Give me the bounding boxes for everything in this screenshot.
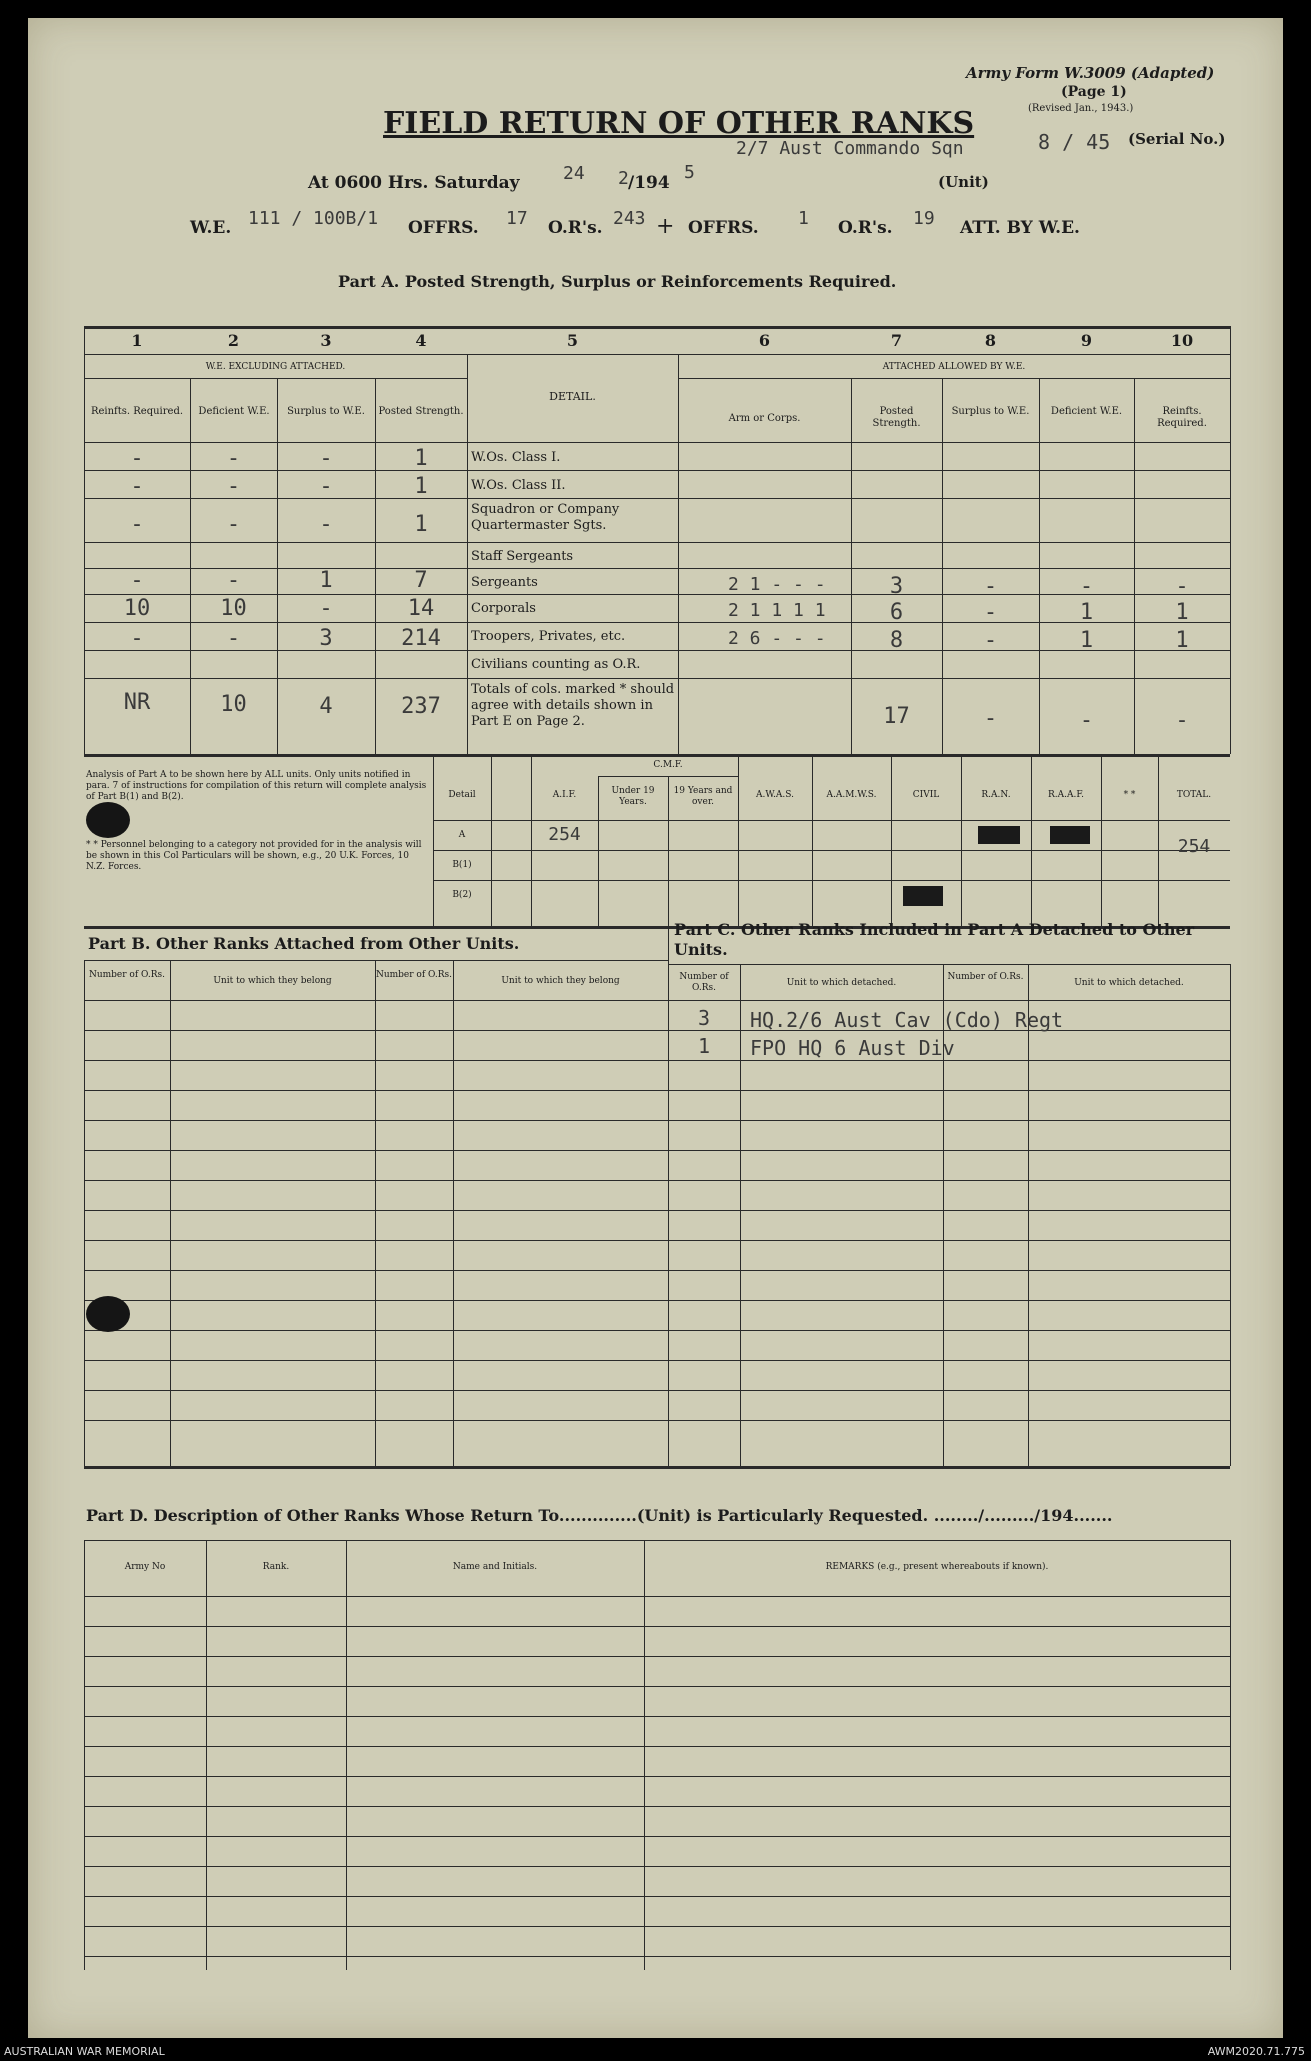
analysis-row-a: A (458, 830, 466, 840)
row-value: 3 (319, 626, 333, 651)
row-value: 1 (1079, 628, 1094, 653)
row-value: 3 (889, 574, 904, 599)
row-value: 2 1 - - - (728, 574, 826, 595)
ors-label: O.R's. (548, 218, 603, 238)
part-b-header-unit: Unit to which they belong (213, 976, 332, 986)
year-prefix: /194 (628, 173, 670, 193)
row-value: 6 (889, 600, 904, 625)
serial-label: (Serial No.) (1128, 130, 1226, 148)
analysis-header-ran: R.A.N. (981, 790, 1011, 800)
date-month: 2 (618, 168, 629, 189)
totals-value: NR (123, 690, 151, 715)
col-number-5: 5 (566, 331, 579, 350)
ors-value: 243 (613, 208, 646, 229)
att-label: ATT. BY W.E. (960, 218, 1080, 238)
row-value: - (983, 600, 998, 625)
analysis-header-total: TOTAL. (1176, 790, 1212, 800)
header-att-deficient: Deficient W.E. (1050, 406, 1123, 417)
row-detail: Corporals (471, 601, 536, 616)
part-d-header-name: Name and Initials. (452, 1562, 538, 1572)
totals-value: 4 (319, 694, 333, 719)
row-value: - (130, 626, 144, 651)
footer-left: AUSTRALIAN WAR MEMORIAL (4, 2045, 165, 2058)
part-c-header-unit-2: Unit to which detached. (1074, 978, 1184, 988)
analysis-header-19over: 19 Years and over. (673, 786, 733, 807)
row-value: - (226, 512, 241, 537)
ors2-label: O.R's. (838, 218, 893, 238)
row-value: - (130, 446, 144, 471)
part-c-heading: Part C. Other Ranks Included in Part A Detached to Other Units. (674, 920, 1195, 959)
at-label: At 0600 Hrs. Saturday (308, 173, 520, 193)
group-right-header: ATTACHED ALLOWED BY W.E. (882, 362, 1026, 372)
row-value: 14 (407, 596, 435, 621)
row-value: 214 (401, 626, 441, 651)
header-att-posted: Posted Strength. (872, 406, 921, 429)
row-detail: Sergeants (471, 575, 538, 590)
row-value: 10 (220, 596, 247, 621)
page-number: (Page 1) (1061, 84, 1127, 100)
header-reinfts-required: Reinfts. Required. (90, 406, 184, 417)
redaction (1050, 826, 1090, 844)
row-value: 2 1 1 1 1 (728, 600, 826, 621)
redaction (903, 886, 943, 906)
row-detail: W.Os. Class I. (471, 450, 561, 465)
personnel-note: * * Personnel belonging to a category not provided for in the analysis will be shown in this Col Particulars will be shown, e.g., 20 U.K. Forces, 10 N.Z. Forces. (86, 840, 422, 872)
col-number-9: 9 (1080, 331, 1093, 350)
serial-number: 8 / 45 (1038, 130, 1111, 154)
header-att-reinfts: Reinfts. Required. (1157, 406, 1207, 429)
punch-hole (86, 1296, 130, 1332)
row-detail: Squadron or Company Quartermaster Sgts. (471, 502, 620, 533)
form-page (28, 18, 1283, 2038)
part-b-header-unit-2: Unit to which they belong (501, 976, 620, 986)
part-a-heading: Part A. Posted Strength, Surplus or Reinforcements Required. (338, 272, 897, 291)
ors2-value: 19 (913, 208, 935, 229)
offrs2-value: 1 (798, 208, 809, 229)
col-number-4: 4 (415, 331, 427, 350)
part-d-header-remarks: REMARKS (e.g., present whereabouts if known). (825, 1562, 1049, 1572)
header-arm-corps: Arm or Corps. (728, 413, 801, 424)
offrs-label: OFFRS. (408, 218, 479, 238)
col-number-2: 2 (227, 331, 240, 350)
total-a-value: 254 (1177, 836, 1211, 857)
unit-value: 2/7 Aust Commando Sqn (736, 138, 964, 159)
header-att-surplus: Surplus to W.E. (951, 406, 1030, 417)
col-number-3: 3 (320, 331, 332, 350)
redaction (978, 826, 1020, 844)
totals-value: - (1079, 708, 1094, 733)
col-number-6: 6 (758, 331, 771, 350)
analysis-row-b2: B(2) (452, 890, 472, 900)
row-value: - (983, 628, 998, 653)
row-detail: W.Os. Class II. (471, 478, 566, 493)
row-value: 8 (889, 628, 904, 653)
row-value: - (319, 512, 333, 537)
row-value: - (226, 626, 241, 651)
row-value: - (1175, 574, 1189, 599)
analysis-header-under19: Under 19 Years. (611, 786, 655, 807)
group-left-header: W.E. EXCLUDING ATTACHED. (205, 362, 346, 372)
header-deficient-we: Deficient W.E. (198, 406, 270, 417)
row-value: 2 6 - - - (728, 628, 826, 649)
row-value: - (319, 446, 333, 471)
row-detail: Staff Sergeants (471, 549, 574, 564)
col-number-1: 1 (131, 331, 143, 350)
analysis-row-b1: B(1) (452, 860, 472, 870)
row-value: 1 (319, 568, 333, 593)
part-c-header-number-2: Number of O.Rs. (947, 972, 1024, 982)
footer-right: AWM2020.71.775 (1207, 2045, 1305, 2058)
row-detail: Civilians counting as O.R. (471, 657, 641, 672)
part-c-entry-num: 3 (697, 1006, 711, 1030)
header-posted-strength: Posted Strength. (378, 406, 464, 417)
analysis-header-aamws: A.A.M.W.S. (826, 790, 877, 800)
part-b-header-number: Number of O.Rs. (88, 970, 166, 980)
row-value: - (1079, 574, 1094, 599)
row-detail: Troopers, Privates, etc. (471, 629, 626, 644)
date-day: 24 (563, 163, 585, 184)
row-value: - (130, 568, 144, 593)
col-number-8: 8 (984, 331, 997, 350)
unit-label: (Unit) (938, 173, 989, 191)
part-b-heading: Part B. Other Ranks Attached from Other Units. (88, 934, 520, 953)
offrs2-label: OFFRS. (688, 218, 759, 238)
analysis-header-other: * * (1123, 790, 1136, 800)
form-title: FIELD RETURN OF OTHER RANKS (383, 106, 975, 141)
totals-value: - (1175, 708, 1189, 733)
totals-value: 10 (220, 692, 247, 717)
form-id: Army Form W.3009 (Adapted) (966, 64, 1215, 82)
row-value: - (130, 512, 144, 537)
part-c-entry-unit: FPO HQ 6 Aust Div (750, 1036, 955, 1060)
row-value: 1 (414, 512, 428, 537)
row-value: - (130, 474, 144, 499)
row-value: 1 (414, 474, 428, 499)
part-d-header-rank: Rank. (262, 1562, 290, 1572)
row-value: - (983, 574, 998, 599)
year-suffix: 5 (684, 162, 695, 183)
we-label: W.E. (190, 218, 232, 238)
row-value: 1 (1079, 600, 1094, 625)
analysis-header-cmf: C.M.F. (653, 760, 683, 770)
row-value: - (226, 446, 241, 471)
analysis-header-civil: CIVIL (912, 790, 940, 800)
we-value: 111 / 100B/1 (248, 208, 379, 229)
part-d-heading: Part D. Description of Other Ranks Whose Return To..............(Unit) is Particularly Requested. ......../........./194....... (86, 1506, 1113, 1525)
row-value: 1 (414, 446, 428, 471)
part-b-header-number-2: Number of O.Rs. (375, 970, 453, 980)
col-number-7: 7 (890, 331, 903, 350)
analysis-header-raaf: R.A.A.F. (1047, 790, 1085, 800)
totals-value: 17 (883, 704, 910, 729)
row-value: 10 (123, 596, 151, 621)
part-c-header-number: Number of O.Rs. (679, 972, 729, 993)
totals-value: - (983, 706, 998, 731)
analysis-note: Analysis of Part A to be shown here by ALL units. Only units notified in para. 7 of instructions for compilation of this return will complete analysis of Part B(1) and B(2). (86, 770, 427, 802)
header-surplus-we: Surplus to W.E. (287, 406, 365, 417)
aif-a-value: 254 (548, 824, 581, 845)
row-value: - (226, 474, 241, 499)
part-c-header-unit: Unit to which detached. (786, 978, 897, 988)
offrs-value: 17 (506, 208, 528, 229)
part-d-header-army-no: Army No (124, 1562, 166, 1572)
analysis-header-detail: Detail (448, 790, 476, 800)
part-c-entry-num: 1 (697, 1034, 711, 1058)
punch-hole (86, 802, 130, 838)
row-value: 1 (1175, 600, 1189, 625)
row-value: 1 (1175, 628, 1189, 653)
totals-detail: Totals of cols. marked * should agree with details shown in Part E on Page 2. (471, 682, 675, 729)
plus-sign: + (656, 214, 675, 239)
part-c-entry-unit: HQ.2/6 Aust Cav (Cdo) Regt (750, 1008, 1064, 1032)
analysis-header-aif: A.I.F. (552, 790, 577, 800)
totals-value: 237 (401, 694, 441, 719)
revised-date: (Revised Jan., 1943.) (1028, 103, 1134, 114)
col-number-10: 10 (1170, 331, 1194, 350)
analysis-header-awas: A.W.A.S. (756, 790, 794, 800)
row-value: - (319, 474, 333, 499)
row-value: - (226, 568, 241, 593)
row-value: - (319, 596, 333, 621)
detail-header: DETAIL. (549, 390, 596, 403)
row-value: 7 (414, 568, 428, 593)
